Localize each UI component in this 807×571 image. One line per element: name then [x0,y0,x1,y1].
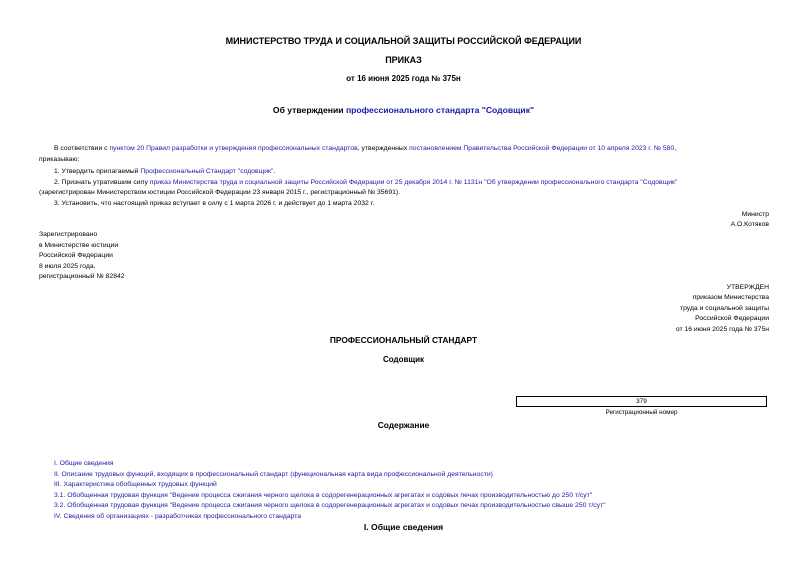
item1-text-b: . [273,168,276,175]
old-order-link[interactable]: приказ Министерства труда и социальной защиты Российской Федерации от 25 декабря 2014 г. № 1131н "Об утверждении профессионального стандарта "Содовщик" [149,179,678,186]
toc-item-3-2[interactable]: 3.2. Обобщенная трудовая функция "Ведение процесса сжигания черного щелока в содорегенерационных агрегатах и содовых печах производительностью свыше 250 т/сут" [54,502,606,509]
standard-title: ПРОФЕССИОНАЛЬНЫЙ СТАНДАРТ [329,335,478,345]
registration-line-5: регистрационный № 82842 [39,273,125,280]
item1-text-a: 1. Утвердить прилагаемый [54,168,141,175]
preamble-text-b: , утвержденных [357,145,410,152]
section-1-heading: I. Общие сведения [363,522,444,532]
rules-link[interactable]: пунктом 20 Правил разработки и утверждения профессиональных стандартов [109,145,358,152]
approval-line-2: приказом Министерства [692,294,769,301]
registration-line-1: Зарегистрировано [39,231,98,238]
approval-line-3: труда и социальной защиты [679,305,769,312]
table-of-contents [54,459,606,522]
toc-item-functions[interactable]: II. Описание трудовых функций, входящих в профессиональный стандарт (функциональная карта вида профессиональной деятельности) [54,470,493,478]
registration-line-3: Российской Федерации [39,252,113,259]
toc-item-characteristics[interactable]: III. Характеристика обобщенных трудовых функций [54,481,217,488]
order-item-1 [54,167,275,178]
signature-name: А.О.Котяков [730,221,769,228]
signature-position: Министр [741,211,769,218]
approval-line-1: УТВЕРЖДЕН [726,284,769,291]
registration-number-box: 379 [516,396,767,407]
toc-item-developers[interactable]: IV. Сведения об организациях - разработчиках профессионального стандарта [54,512,302,520]
decree-link[interactable]: постановлением Правительства Российской Федерации от 10 апреля 2023 г. № 580 [409,145,675,152]
document-date-number: от 16 июня 2025 года № 375н [346,74,461,83]
order-word: приказываю: [39,156,80,163]
document-type: ПРИКАЗ [385,55,422,65]
order-item-2-cont: (зарегистрирован Министерством юстиции Российской Федерации 23 января 2015 г., регистрационный № 35691). [39,189,401,196]
order-item-2 [54,178,767,189]
subject-link[interactable]: профессионального стандарта "Содовщик" [345,105,535,115]
approval-line-4: Российской Федерации [695,315,769,322]
ministry-title: МИНИСТЕРСТВО ТРУДА И СОЦИАЛЬНОЙ ЗАЩИТЫ РОССИЙСКОЙ ФЕДЕРАЦИИ [225,36,582,46]
preamble-text-c: , [674,145,677,152]
order-item-3: 3. Установить, что настоящий приказ вступает в силу с 1 марта 2026 г. и действует до 1 марта 2032 г. [54,200,375,207]
item2-text-a: 2. Признать утратившим силу [54,179,150,186]
preamble-text-a: В соответствии с [54,145,110,152]
toc-heading: Содержание [377,420,430,430]
registration-line-2: в Министерстве юстиции [39,242,119,249]
subject-prefix: Об утверждении [272,105,346,115]
toc-item-3-1[interactable]: 3.1. Обобщенная трудовая функция "Ведение процесса сжигания черного щелока в содорегенерационных агрегатах и содовых печах производительностью до 250 т/сут" [54,491,593,499]
approval-line-5: от 16 июня 2025 года № 375н [675,326,769,333]
registration-line-4: 8 июля 2025 года, [39,263,96,270]
toc-item-general[interactable]: I. Общие сведения [54,460,114,467]
registration-number-label: Регистрационный номер [605,409,678,416]
preamble-paragraph [54,144,676,155]
standard-link[interactable]: Профессиональный Стандарт "содовщик" [140,168,274,175]
standard-name: Содовщик [382,355,425,364]
document-subject [0,105,807,115]
